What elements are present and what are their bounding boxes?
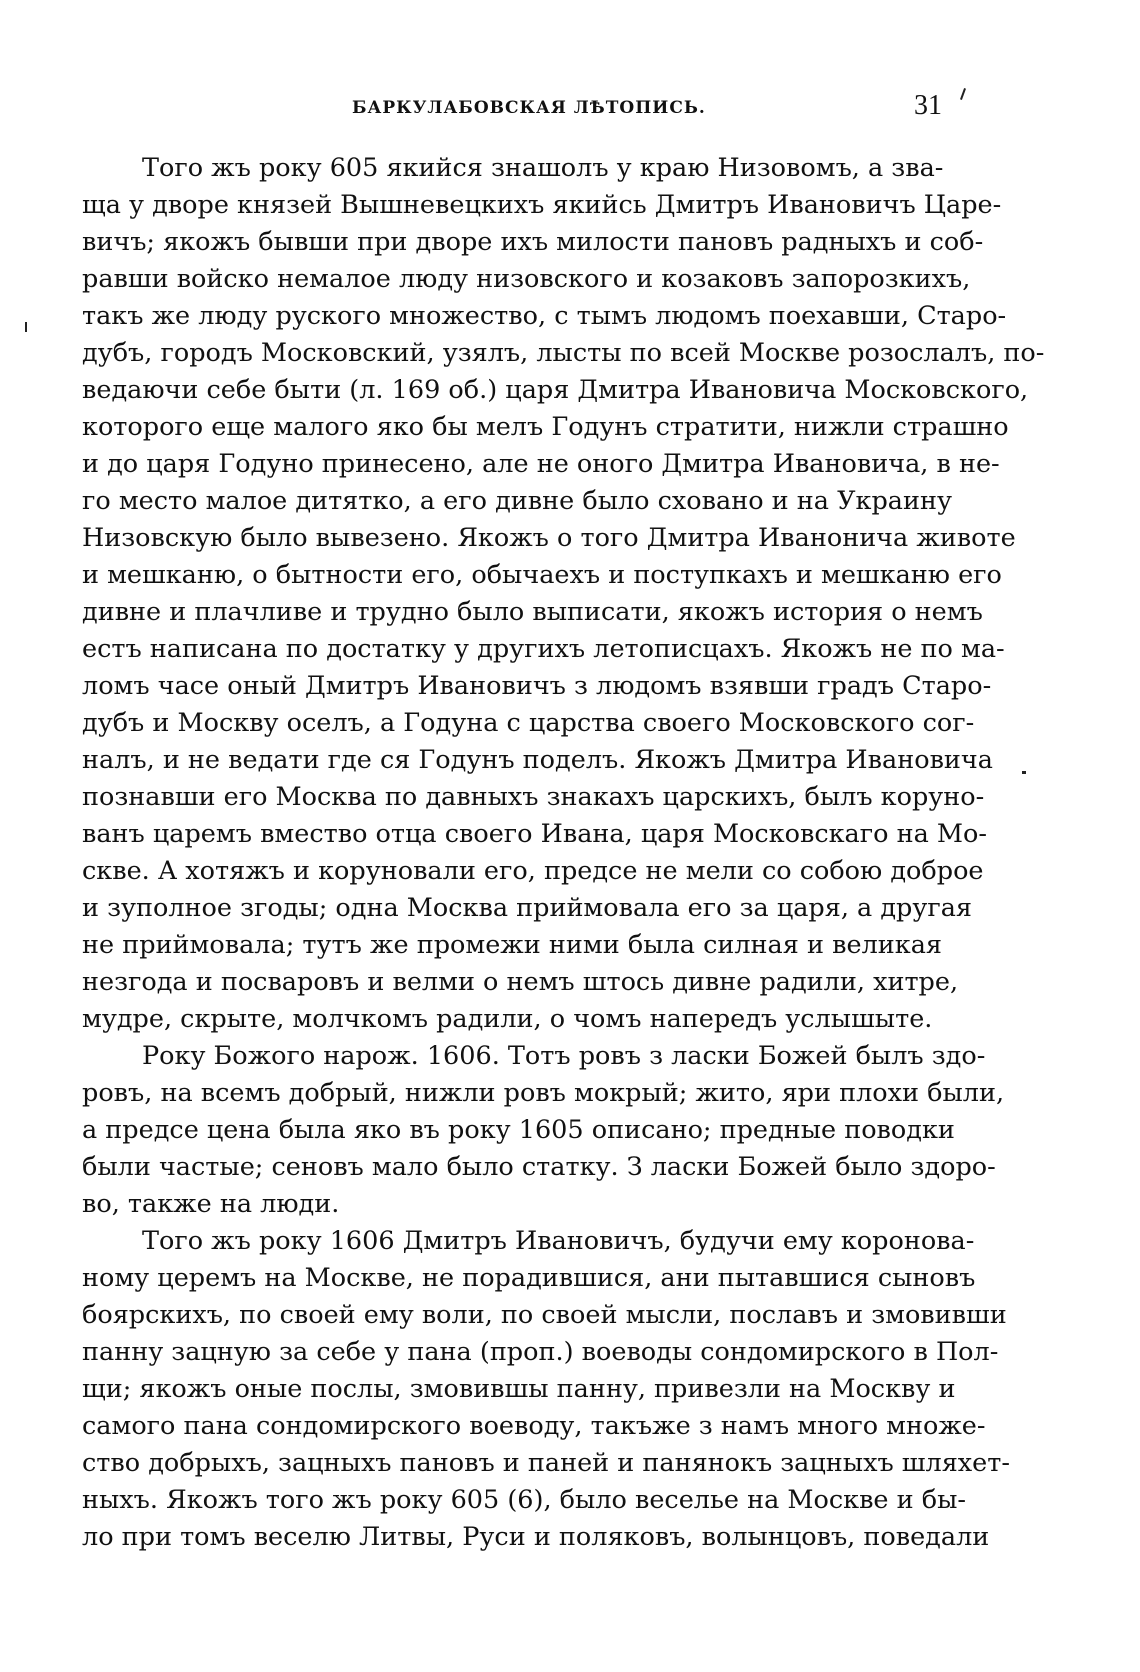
text-line: равши войско немалое люду низовского и козаковъ запорозкихъ, xyxy=(82,264,971,294)
text-line: ло при томъ веселю Литвы, Руси и поляковъ, волынцовъ, поведали xyxy=(82,1522,990,1552)
text-line: а предсе цена была яко въ року 1605 описано; предные поводки xyxy=(82,1115,955,1145)
text-line: такъ же люду руского множество, с тымъ людомъ поехавши, Старо- xyxy=(82,301,1007,331)
text-line: и зуполное згоды; одна Москва приймовала его за царя, а другая xyxy=(82,893,973,923)
text-line: ныхъ. Якожъ того жъ року 605 (6), было веселье на Москве и бы- xyxy=(82,1485,966,1515)
print-speck xyxy=(1022,771,1026,774)
text-line: боярскихъ, по своей ему воли, по своей мысли, пославъ и змовивши xyxy=(82,1300,1007,1330)
text-line: незгода и посваровъ и велми о немъ штось дивне радили, хитре, xyxy=(82,967,959,997)
text-line: дубъ, городъ Московский, узялъ, лысты по всей Москве розослалъ, по- xyxy=(82,338,1045,368)
text-line: самого пана сондомирского воеводу, такъже з намъ много множе- xyxy=(82,1411,986,1441)
text-line: познавши его Москва по давныхъ знакахъ царскихъ, былъ коруно- xyxy=(82,782,985,812)
text-line: ство добрыхъ, зацныхъ пановъ и паней и панянокъ зацныхъ шляхет- xyxy=(82,1448,1010,1478)
text-line: ведаючи себе быти (л. 169 об.) царя Дмитра Ивановича Московского, xyxy=(82,375,1029,405)
text-line: ща у дворе князей Вышневецкихъ якийсь Дмитръ Ивановичъ Царе- xyxy=(82,190,1002,220)
text-line: во, также на люди. xyxy=(82,1189,340,1219)
text-line: не приймовала; тутъ же промежи ними была силная и великая xyxy=(82,930,942,960)
running-head xyxy=(82,88,942,128)
running-title: БАРКУЛАБОВСКАЯ ЛѢТОПИСЬ. xyxy=(352,98,706,118)
page-number: 31 xyxy=(914,90,942,121)
text-line: мудре, скрыте, молчкомъ радили, о чомъ напередъ услышыте. xyxy=(82,1004,933,1034)
text-line: были частые; сеновъ мало было статку. З ласки Божей было здоро- xyxy=(82,1152,996,1182)
text-line: дубъ и Москву оселъ, а Годуна с царства своего Московского сог- xyxy=(82,708,975,738)
text-line: и мешканю, о бытности его, обычаехъ и поступкахъ и мешканю его xyxy=(82,560,1002,590)
text-line: ному церемъ на Москве, не порадившися, ани пытавшися сыновъ xyxy=(82,1263,976,1293)
text-line: Низовскую было вывезено. Якожъ о того Дмитра Иванонича животе xyxy=(82,523,1016,553)
text-line: скве. А хотяжъ и коруновали его, предсе не мели со собою доброе xyxy=(82,856,984,886)
text-line: ванъ царемъ вмество отца своего Ивана, царя Московскаго на Мо- xyxy=(82,819,987,849)
text-line: которого еще малого яко бы мелъ Годунъ стратити, нижли страшно xyxy=(82,412,1009,442)
text-line: Року Божого нарож. 1606. Тотъ ровъ з ласки Божей былъ здо- xyxy=(142,1041,986,1071)
text-line: дивне и плачливе и трудно было выписати, якожъ история о немъ xyxy=(82,597,983,627)
text-line: и до царя Годуно принесено, але не оного Дмитра Ивановича, в не- xyxy=(82,449,1000,479)
print-speck xyxy=(960,88,966,100)
text-line: панну зацную за себе у пана (проп.) воеводы сондомирского в Пол- xyxy=(82,1337,999,1367)
text-line: щи; якожъ оные послы, змовившы панну, привезли на Москву и xyxy=(82,1374,956,1404)
text-line: налъ, и не ведати где ся Годунъ поделъ. Якожъ Дмитра Ивановича xyxy=(82,745,993,775)
chronicle-text xyxy=(82,150,1045,1556)
text-line: ломъ часе оный Дмитръ Ивановичъ з людомъ взявши градъ Старо- xyxy=(82,671,992,701)
text-line: естъ написана по достатку у другихъ летописцахъ. Якожъ не по ма- xyxy=(82,634,1005,664)
text-line: вичъ; якожъ бывши при дворе ихъ милости пановъ радныхъ и соб- xyxy=(82,227,984,257)
text-line: Того жъ року 605 якийся знашолъ у краю Низовомъ, а зва- xyxy=(142,153,944,183)
text-line: го место малое дитятко, а его дивне было сховано и на Украину xyxy=(82,486,952,516)
text-line: ровъ, на всемъ добрый, нижли ровъ мокрый; жито, яри плохи были, xyxy=(82,1078,1005,1108)
print-speck xyxy=(25,322,27,332)
text-line: Того жъ року 1606 Дмитръ Ивановичъ, будучи ему коронова- xyxy=(142,1226,975,1256)
